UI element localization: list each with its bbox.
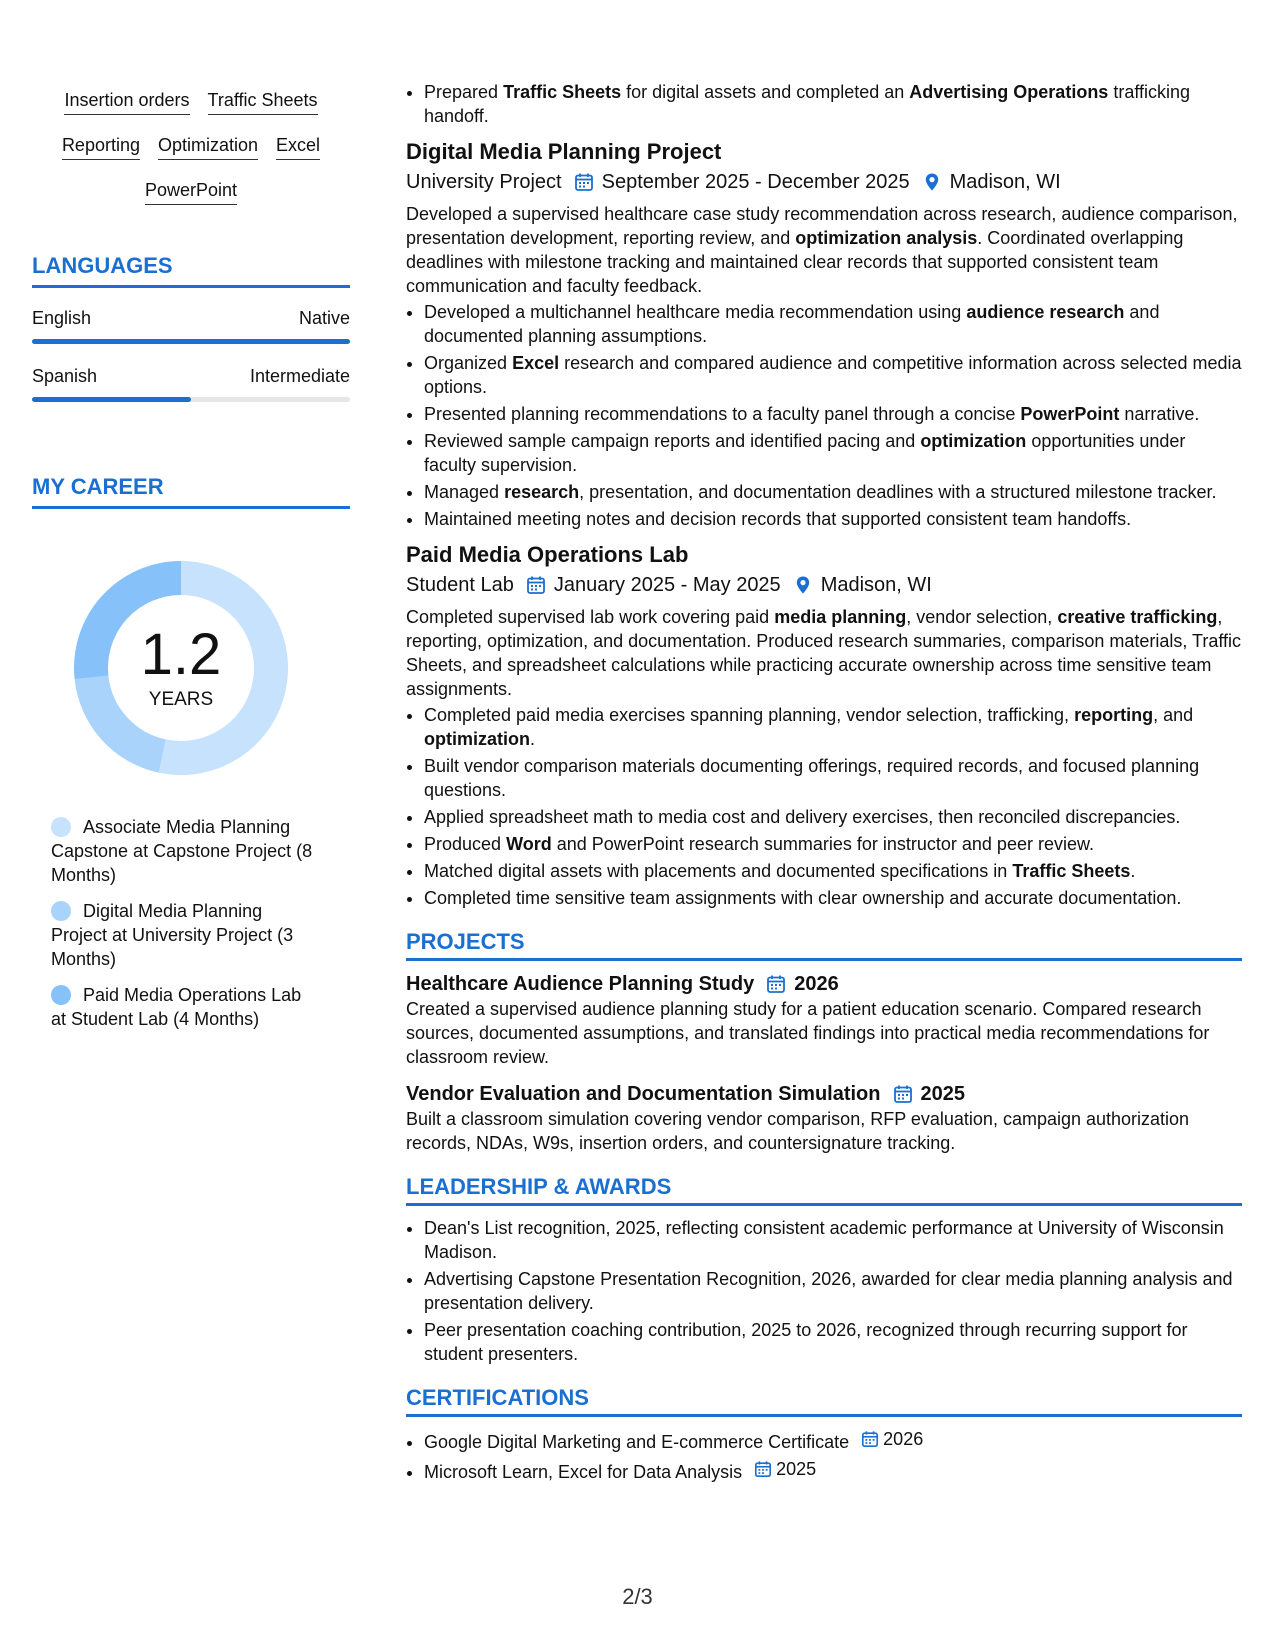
skill-tag: PowerPoint xyxy=(145,178,237,205)
language-name: Spanish xyxy=(32,366,98,386)
entry-summary: Developed a supervised healthcare case study recommendation across research, audience comparison, presentation development, reporting review, and optimization analysis. Coordinated overlapping deadlines with milestone tracking and maintained clear records that supported consistent team communication and faculty feedback. xyxy=(406,204,1238,296)
bold-keyword: Traffic Sheets xyxy=(1012,861,1131,881)
project-year: 2026 xyxy=(794,973,839,995)
bullet-item: • Organized Excel research and compared audience and competitive information across selected media options. xyxy=(424,351,1242,399)
project-description: Created a supervised audience planning study for a patient education scenario. Compared research sources, documented assumptions, and translated findings into practical media recommendations for classroom review. xyxy=(406,999,1210,1067)
bullet-item: • Completed paid media exercises spanning planning, vendor selection, trafficking, reporting, and optimization. xyxy=(424,703,1242,751)
entry-location: Madison, WI xyxy=(820,574,932,596)
certification-item xyxy=(424,1457,1242,1484)
location-pin-icon xyxy=(922,172,942,192)
entry-org: University Project xyxy=(406,171,562,193)
career-legend xyxy=(51,815,321,1031)
bold-keyword: Excel xyxy=(512,353,560,373)
calendar-icon xyxy=(754,1460,772,1478)
languages-heading: LANGUAGES xyxy=(32,253,350,288)
bold-keyword: Traffic Sheets xyxy=(503,82,622,102)
bold-keyword: optimization xyxy=(424,729,530,749)
experience-entry xyxy=(406,541,1242,910)
bold-keyword: reporting xyxy=(1074,705,1154,725)
project-title: Healthcare Audience Planning Study xyxy=(406,973,755,995)
entry-title: Digital Media Planning Project xyxy=(406,139,722,164)
calendar-icon xyxy=(574,172,594,192)
project-title: Vendor Evaluation and Documentation Simulation xyxy=(406,1083,881,1105)
previous-entry-bullets xyxy=(406,80,1242,128)
calendar-icon xyxy=(861,1430,879,1448)
bold-keyword: Advertising Operations xyxy=(909,82,1109,102)
skill-tag: Insertion orders xyxy=(64,88,189,115)
project-year: 2025 xyxy=(920,1083,965,1105)
career-heading: MY CAREER xyxy=(32,474,350,509)
certification-year: 2025 xyxy=(776,1459,817,1479)
bold-keyword: media planning xyxy=(774,607,907,627)
location-pin-icon xyxy=(793,575,813,595)
calendar-icon xyxy=(893,1084,913,1104)
career-legend-label: Digital Media Planning Project at University Project (3 Months) xyxy=(51,901,294,969)
bold-keyword: Word xyxy=(506,834,552,854)
language-proficiency-fill xyxy=(32,397,191,402)
language-item xyxy=(32,366,350,402)
bullet-item: • Built vendor comparison materials documenting offerings, required records, and focused planning questions. xyxy=(424,754,1242,802)
bold-keyword: optimization xyxy=(920,431,1027,451)
skill-tag: Reporting xyxy=(62,133,140,160)
page-number: 2/3 xyxy=(622,1584,653,1609)
legend-dot xyxy=(51,817,71,837)
legend-dot xyxy=(51,901,71,921)
career-legend-item xyxy=(51,983,321,1031)
sidebar xyxy=(32,80,350,1043)
bullet-item: • Managed research, presentation, and documentation deadlines with a structured milestone tracker. xyxy=(424,480,1242,504)
bullet-item: • Completed time sensitive team assignments with clear ownership and accurate documentation. xyxy=(424,886,1242,910)
entry-meta xyxy=(406,168,1242,196)
award-item: • Advertising Capstone Presentation Recognition, 2026, awarded for clear media planning analysis and presentation delivery. xyxy=(424,1267,1242,1315)
entry-dates: September 2025 - December 2025 xyxy=(601,171,910,193)
bullet-item: • Applied spreadsheet math to media cost and delivery exercises, then reconciled discrepancies. xyxy=(424,805,1242,829)
entry-bullets xyxy=(406,703,1242,910)
language-item xyxy=(32,308,350,344)
bullet-item: • Prepared Traffic Sheets for digital assets and completed an Advertising Operations trafficking handoff. xyxy=(424,80,1242,128)
career-legend-item xyxy=(51,899,321,971)
bold-keyword: optimization analysis xyxy=(795,228,978,248)
entry-bullets xyxy=(406,300,1242,531)
language-proficiency-fill xyxy=(32,339,350,344)
skill-tag: Traffic Sheets xyxy=(208,88,318,115)
skill-tag: Excel xyxy=(276,133,320,160)
projects-heading: PROJECTS xyxy=(406,928,1242,961)
entry-dates: January 2025 - May 2025 xyxy=(553,574,781,596)
career-total-years: 1.2 xyxy=(140,622,222,687)
entry-title: Paid Media Operations Lab xyxy=(406,542,689,567)
main-column xyxy=(406,80,1242,1487)
bold-keyword: PowerPoint xyxy=(1020,404,1120,424)
legend-dot xyxy=(51,985,71,1005)
entry-org: Student Lab xyxy=(406,574,514,596)
project-item xyxy=(406,971,1242,1069)
entry-meta xyxy=(406,571,1242,599)
project-item xyxy=(406,1081,1242,1155)
bold-keyword: research xyxy=(504,482,580,502)
language-level: Native xyxy=(298,308,350,328)
calendar-icon xyxy=(766,974,786,994)
entry-location: Madison, WI xyxy=(949,171,1061,193)
bullet-item: • Matched digital assets with placements and documented specifications in Traffic Sheets. xyxy=(424,859,1242,883)
language-name: English xyxy=(32,308,92,328)
awards-heading: LEADERSHIP & AWARDS xyxy=(406,1173,1242,1206)
certification-year: 2026 xyxy=(883,1429,924,1449)
bullet-item: • Presented planning recommendations to a faculty panel through a concise PowerPoint narrative. xyxy=(424,402,1242,426)
certification-item xyxy=(424,1427,1242,1454)
awards-list xyxy=(406,1216,1242,1366)
award-item: • Peer presentation coaching contribution, 2025 to 2026, recognized through recurring support for student presenters. xyxy=(424,1318,1242,1366)
entry-summary: Completed supervised lab work covering paid media planning, vendor selection, creative trafficking, reporting, optimization, and documentation. Produced research summaries, comparison materials, Traffic Sheets, and spreadsheet calculations while practicing accurate ownership across time sensitive team assignments. xyxy=(406,607,1242,699)
certification-name: Google Digital Marketing and E-commerce Certificate xyxy=(424,1432,850,1452)
project-description: Built a classroom simulation covering vendor comparison, RFP evaluation, campaign authorization records, NDAs, W9s, insertion orders, and countersignature tracking. xyxy=(406,1109,1190,1153)
skill-tag: Optimization xyxy=(158,133,258,160)
certifications-list xyxy=(406,1427,1242,1484)
certifications-heading: CERTIFICATIONS xyxy=(406,1384,1242,1417)
bullet-item: • Produced Word and PowerPoint research summaries for instructor and peer review. xyxy=(424,832,1242,856)
career-legend-label: Associate Media Planning Capstone at Capstone Project (8 Months) xyxy=(51,817,313,885)
career-legend-item xyxy=(51,815,321,887)
career-legend-label: Paid Media Operations Lab at Student Lab (4 Months) xyxy=(51,985,302,1029)
bold-keyword: audience research xyxy=(966,302,1125,322)
skills-list xyxy=(32,80,350,205)
experience-entry xyxy=(406,138,1242,531)
bold-keyword: creative trafficking xyxy=(1057,607,1218,627)
bullet-item: • Developed a multichannel healthcare media recommendation using audience research and documented planning assumptions. xyxy=(424,300,1242,348)
bullet-item: • Reviewed sample campaign reports and identified pacing and optimization opportunities under faculty supervision. xyxy=(424,429,1242,477)
certification-name: Microsoft Learn, Excel for Data Analysis xyxy=(424,1462,743,1482)
bullet-item: • Maintained meeting notes and decision records that supported consistent team handoffs. xyxy=(424,507,1242,531)
career-donut-chart xyxy=(66,553,296,783)
award-item: • Dean's List recognition, 2025, reflecting consistent academic performance at University of Wisconsin Madison. xyxy=(424,1216,1242,1264)
calendar-icon xyxy=(526,575,546,595)
career-total-unit: YEARS xyxy=(148,689,214,710)
language-proficiency-bar xyxy=(32,397,350,402)
language-proficiency-bar xyxy=(32,339,350,344)
language-level: Intermediate xyxy=(249,366,350,386)
